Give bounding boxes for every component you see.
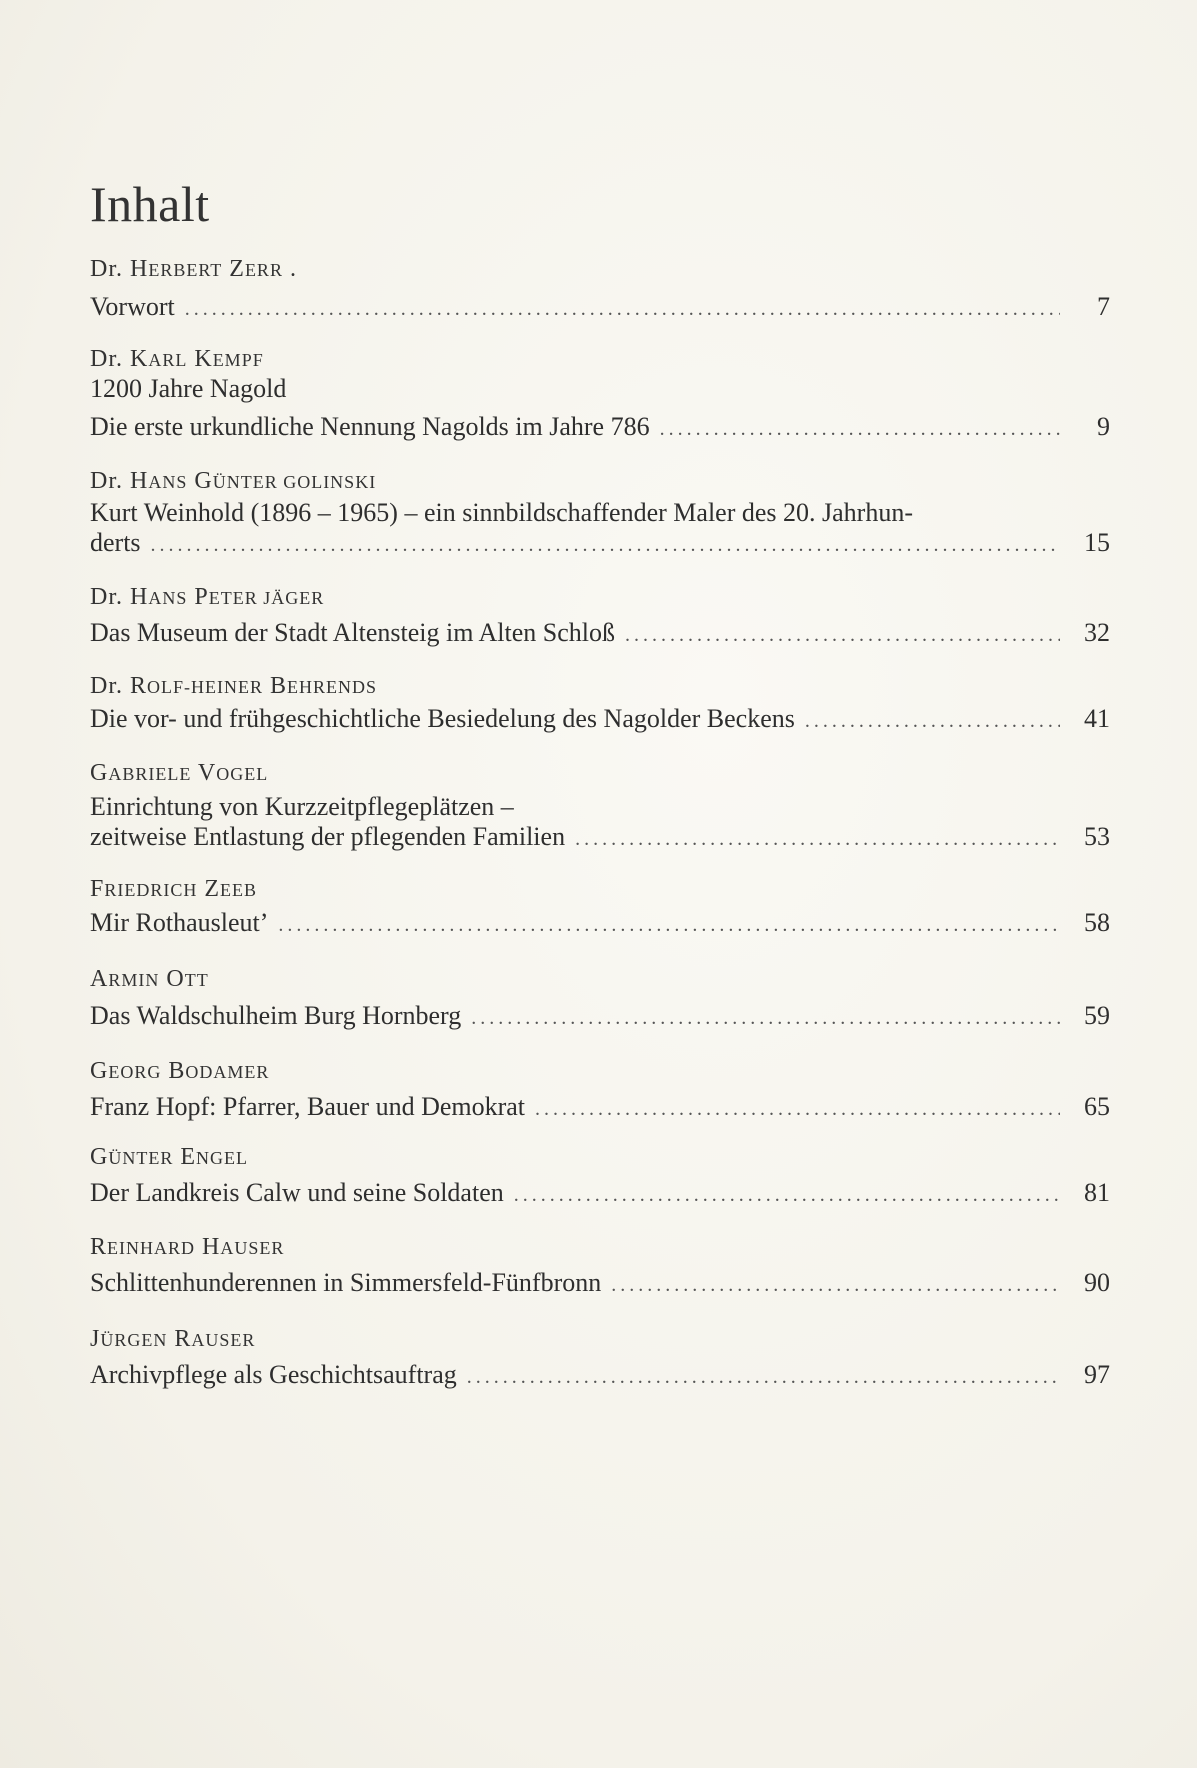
toc-entry bbox=[90, 292, 1110, 322]
entry-title: Der Landkreis Calw und seine Soldaten bbox=[90, 1178, 504, 1207]
page-number: 90 bbox=[1084, 1268, 1110, 1297]
entry-author: GEORG BODAMER bbox=[90, 1058, 270, 1084]
leader-dots bbox=[471, 1007, 1060, 1030]
entry-author: JÜRGEN RAUSER bbox=[90, 1326, 256, 1352]
entry-title: zeitweise Entlastung der pflegenden Familien bbox=[90, 822, 566, 851]
entry-title: Archivpflege als Geschichtsauftrag bbox=[90, 1360, 457, 1389]
entry-author: GABRIELE VOGEL bbox=[90, 760, 269, 786]
entry-title: Das Museum der Stadt Altensteig im Alten Schloß bbox=[90, 618, 616, 647]
entry-author: REINHARD HAUSER bbox=[90, 1234, 285, 1260]
toc-entry bbox=[90, 412, 1110, 442]
entry-title: Franz Hopf: Pfarrer, Bauer und Demokrat bbox=[90, 1092, 526, 1121]
toc-entry bbox=[90, 908, 1110, 938]
leader-dots bbox=[535, 1098, 1060, 1121]
toc-entry bbox=[90, 1360, 1110, 1390]
entry-title: Die vor- und frühgeschichtliche Besiedelung des Nagolder Beckens bbox=[90, 704, 795, 733]
page-number: 9 bbox=[1097, 412, 1110, 441]
entry-author: FRIEDRICH ZEEB bbox=[90, 876, 258, 902]
entry-title: Vorwort bbox=[90, 292, 175, 321]
page-number: 58 bbox=[1084, 908, 1110, 937]
entry-title-line: Einrichtung von Kurzzeitpflegeplätzen – bbox=[90, 792, 514, 821]
entry-author: Dr. HANS PETER JÄGER bbox=[90, 584, 325, 610]
entry-title: derts bbox=[90, 528, 141, 557]
page-number: 53 bbox=[1084, 822, 1110, 851]
leader-dots bbox=[660, 418, 1060, 441]
entry-author: GÜNTER ENGEL bbox=[90, 1144, 249, 1170]
entry-title: Mir Rothausleut’ bbox=[90, 908, 269, 937]
leader-dots bbox=[625, 624, 1060, 647]
leader-dots bbox=[278, 914, 1060, 937]
entry-author: ARMIN OTT bbox=[90, 966, 209, 992]
toc-entry bbox=[90, 1268, 1110, 1298]
entry-title: Die erste urkundliche Nennung Nagolds im Jahre 786 bbox=[90, 412, 650, 441]
entry-author: Dr. KARL KEMPF bbox=[90, 346, 264, 372]
toc-entry bbox=[90, 618, 1110, 648]
entry-title-line: 1200 Jahre Nagold bbox=[90, 374, 287, 403]
leader-dots bbox=[467, 1366, 1060, 1389]
page-number: 59 bbox=[1084, 1001, 1110, 1030]
toc-entry bbox=[90, 822, 1110, 852]
toc-entry bbox=[90, 704, 1110, 734]
leader-dots bbox=[185, 298, 1060, 321]
toc-entry bbox=[90, 528, 1110, 558]
entry-title-line: Kurt Weinhold (1896 – 1965) – ein sinnbildschaffender Maler des 20. Jahrhun- bbox=[90, 498, 913, 527]
page-number: 41 bbox=[1084, 704, 1110, 733]
page-number: 15 bbox=[1084, 528, 1110, 557]
leader-dots bbox=[805, 710, 1060, 733]
page-number: 97 bbox=[1084, 1360, 1110, 1389]
page-number: 32 bbox=[1084, 618, 1110, 647]
entry-title: Schlittenhunderennen in Simmersfeld-Fünfbronn bbox=[90, 1268, 602, 1297]
leader-dots bbox=[611, 1274, 1060, 1297]
entry-author: Dr. HERBERT ZERR . bbox=[90, 256, 297, 282]
toc-entry bbox=[90, 1092, 1110, 1122]
leader-dots bbox=[514, 1184, 1060, 1207]
leader-dots bbox=[575, 828, 1060, 851]
leader-dots bbox=[151, 534, 1060, 557]
page-number: 7 bbox=[1097, 292, 1110, 321]
page-number: 65 bbox=[1084, 1092, 1110, 1121]
page-title: Inhalt bbox=[90, 176, 210, 232]
toc-entry bbox=[90, 1001, 1110, 1031]
entry-author: Dr. ROLF-HEINER BEHRENDS bbox=[90, 673, 378, 699]
toc-entry bbox=[90, 1178, 1110, 1208]
page-number: 81 bbox=[1084, 1178, 1110, 1207]
entry-title: Das Waldschulheim Burg Hornberg bbox=[90, 1001, 462, 1030]
entry-author: Dr. HANS GÜNTER GOLINSKI bbox=[90, 468, 377, 494]
